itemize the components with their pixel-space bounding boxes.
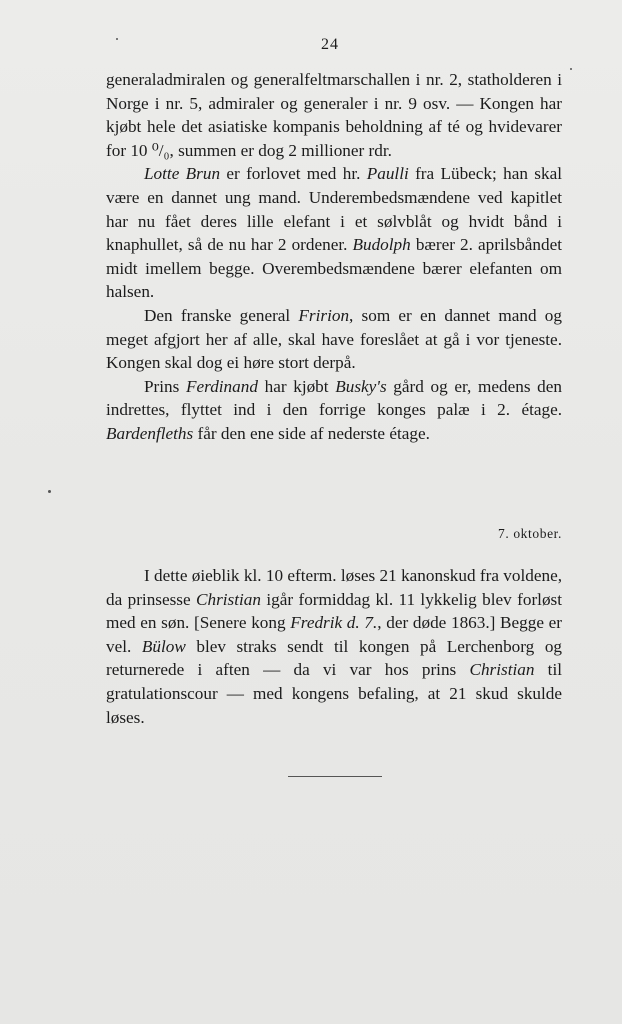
text-run: , der døde 1863.] Begge er vel.	[106, 613, 562, 656]
text-run: fra Lübeck; han skal være en dannet ung mand. Underembedsmændene ved kapitlet har nu fået deres lille elefant i et sølvblåt og hvidt bånd i knaphullet, så de nu har 2 ordener.	[106, 164, 562, 255]
name-christian: Christian	[196, 589, 261, 609]
text-run: Den franske general	[144, 305, 299, 325]
name-fririon: Fririon	[298, 305, 350, 325]
text-run: Prins	[144, 376, 187, 396]
paragraph-1	[106, 68, 562, 162]
text-run: til gratulationscour — med kongens befaling, at 21 skud skulde løses.	[106, 660, 563, 727]
section-divider	[288, 776, 382, 777]
name-bulow: Bülow	[141, 636, 186, 656]
print-speck	[116, 38, 118, 40]
paragraph-2	[106, 162, 562, 304]
text-run: er forlovet med hr.	[220, 164, 367, 184]
print-speck	[570, 68, 572, 70]
name-ferdinand: Ferdinand	[186, 376, 258, 396]
paragraph-3	[106, 304, 562, 375]
text-run: blev straks sendt til kongen på Lerchenborg og returnerede i aften — da vi var hos prins	[106, 636, 563, 680]
name-busky: Busky's	[335, 376, 387, 396]
name-bardenfleth: Bardenfleths	[106, 423, 194, 443]
page-number: 24	[321, 36, 339, 53]
name-fredrik: Fredrik d. 7.	[290, 613, 378, 633]
text-run: igår formiddag kl. 11 lykkelig blev forløst med en søn. [Senere kong	[106, 589, 563, 633]
paragraph-4	[106, 375, 562, 446]
text-block-upper	[106, 68, 562, 446]
text-run: generaladmiralen og generalfeltmarschallen i nr. 2, statholderen i Norge i nr. 5, admiraler og generaler i nr. 9 osv. — Kongen har kjøbt hele det asiatiske kompanis beholdning af té og hvidevarer for 10 ⁰/₀, summen er dog 2 millioner rdr.	[106, 70, 562, 160]
name-lotte-brun: Lotte Brun	[144, 164, 221, 184]
text-run: bærer 2. aprilsbåndet midt imellem begge. Overembedsmændene bærer elefanten om halsen.	[106, 235, 563, 302]
text-run: har kjøbt	[257, 376, 336, 396]
name-budolph: Budolph	[352, 235, 411, 255]
text-run: får den ene side af nederste étage.	[193, 423, 430, 443]
name-christian-2: Christian	[469, 660, 535, 680]
text-run: I dette øieblik kl. 10 efterm. løses 21 kanonskud fra voldene, da prinsesse	[106, 566, 562, 609]
dateline: 7. oktober.	[498, 526, 562, 541]
paragraph-5	[106, 564, 562, 729]
name-paulli: Paulli	[366, 164, 409, 184]
text-block-lower	[106, 564, 562, 729]
print-speck	[48, 490, 51, 493]
text-run: , som er en dannet mand og meget afgjort her af alle, skal have foreslået at gå i vor tjeneste. Kongen skal dog ei høre stort derpå.	[106, 305, 562, 373]
text-run: gård og er, medens den indrettes, flyttet ind i den forrige konges palæ i 2. étage.	[106, 376, 562, 420]
